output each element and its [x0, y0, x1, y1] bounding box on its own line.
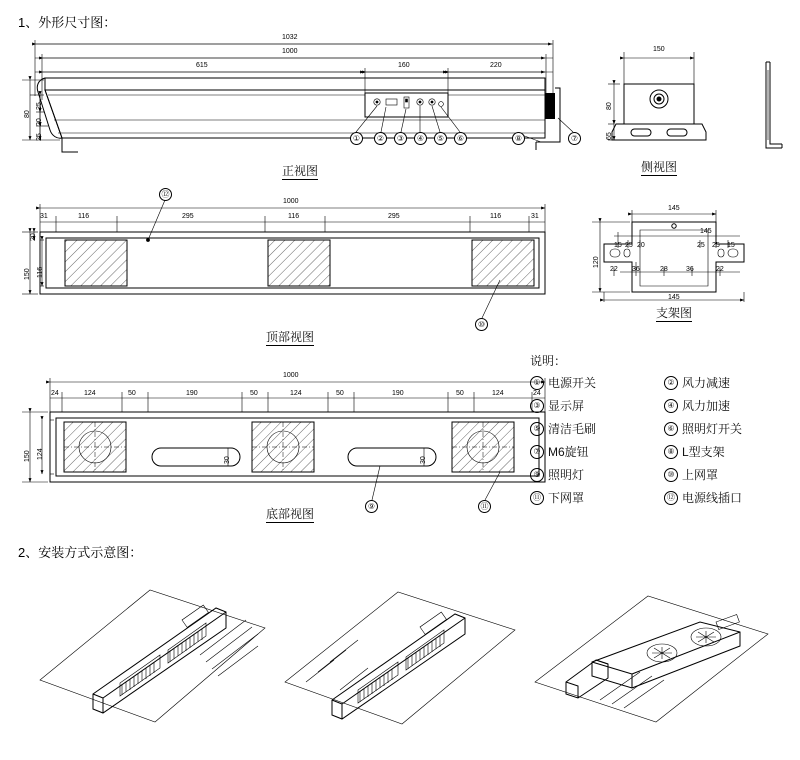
dim-top-seg-6: 31 [531, 213, 539, 220]
legend-label-11: 下网罩 [548, 491, 585, 505]
callout-front-8: ⑧ [512, 132, 525, 145]
legend-item-1 [530, 374, 664, 391]
dim-front-inner: 1000 [282, 48, 298, 55]
dim-bracket-top-4: 25 [712, 242, 720, 249]
legend-item-11 [530, 489, 664, 506]
legend-label-3: 显示屏 [548, 399, 585, 413]
legend-marker-2: ② [664, 376, 678, 390]
callout-top-12: ⑫ [159, 188, 172, 201]
caption-side-view: 侧视图 [640, 160, 677, 174]
dim-bottom-seg-1: 124 [84, 390, 96, 397]
legend-row [530, 420, 798, 437]
legend-row [530, 397, 798, 414]
legend-item-6 [664, 420, 798, 437]
dim-side-width: 150 [653, 46, 665, 53]
caption-bracket-view: 支架图 [655, 306, 692, 320]
callout-front-4: ④ [414, 132, 427, 145]
dim-front-outer: 1032 [282, 34, 298, 41]
dim-bracket-top-1: 25 [625, 242, 633, 249]
dim-bottom-seg-6: 50 [336, 390, 344, 397]
dim-bottom-seg-2: 50 [128, 390, 136, 397]
callout-front-6: ⑥ [454, 132, 467, 145]
dim-front-height: 80 [24, 110, 31, 118]
dim-top-small: 20 [30, 233, 37, 241]
legend-item-2 [664, 374, 798, 391]
legend-label-8: L型支架 [682, 445, 725, 459]
legend-item-9 [530, 466, 664, 483]
dim-bracket-top-2: 20 [637, 242, 645, 249]
dim-side-h-lower: 65 [606, 132, 613, 140]
legend-row [530, 374, 798, 391]
callout-front-2: ② [374, 132, 387, 145]
legend-marker-4: ④ [664, 399, 678, 413]
legend-marker-9: ⑨ [530, 468, 544, 482]
legend-marker-1: ① [530, 376, 544, 390]
dim-bracket-top-width: 145 [668, 205, 680, 212]
dim-top-seg-0: 31 [40, 213, 48, 220]
legend-label-12: 电源线插口 [682, 491, 743, 505]
dim-top-seg-3: 116 [288, 213, 300, 220]
dim-front-seg-left: 615 [196, 62, 208, 69]
legend-marker-7: ⑦ [530, 445, 544, 459]
section-title-dimensions: 1、外形尺寸图： [18, 15, 117, 30]
callout-bottom-11: ⑪ [478, 500, 491, 513]
legend-marker-12: ⑫ [664, 491, 678, 505]
dim-front-seg-right: 220 [490, 62, 502, 69]
callout-front-7: ⑦ [568, 132, 581, 145]
dim-bracket-bot-0: 22 [610, 266, 618, 273]
caption-top-view: 顶部视图 [265, 330, 314, 344]
dim-front-v3: 25 [36, 133, 43, 141]
legend-marker-10: ⑩ [664, 468, 678, 482]
dim-bottom-overall: 1000 [283, 372, 299, 379]
dim-bottom-seg-5: 124 [290, 390, 302, 397]
legend-item-8 [664, 443, 798, 460]
dim-bracket-height: 120 [593, 256, 600, 268]
dim-top-seg-5: 116 [490, 213, 502, 220]
legend [530, 352, 798, 512]
dim-bottom-seg-10: 24 [533, 390, 541, 397]
dim-bracket-top-3: 25 [697, 242, 705, 249]
caption-front-view: 正视图 [281, 164, 318, 178]
legend-marker-3: ③ [530, 399, 544, 413]
dim-top-height: 150 [24, 268, 31, 280]
caption-bottom-view: 底部视图 [265, 507, 314, 521]
section-title-installation: 2、安装方式示意图： [18, 545, 143, 560]
legend-item-7 [530, 443, 664, 460]
dim-bottom-seg-8: 50 [456, 390, 464, 397]
callout-top-10: ⑩ [475, 318, 488, 331]
legend-row [530, 443, 798, 460]
dim-top-seg-2: 295 [182, 213, 194, 220]
legend-marker-11: ⑪ [530, 491, 544, 505]
legend-marker-5: ⑤ [530, 422, 544, 436]
dim-front-seg-mid: 160 [398, 62, 410, 69]
dim-top-overall: 1000 [283, 198, 299, 205]
dim-top-seg-1: 116 [78, 213, 90, 220]
callout-front-3: ③ [394, 132, 407, 145]
dim-bottom-height: 150 [24, 450, 31, 462]
legend-label-5: 清洁毛刷 [548, 422, 597, 436]
dim-top-inner: 116 [37, 266, 44, 278]
dim-bracket-top-5: 15 [727, 242, 735, 249]
dim-bottom-seg-4: 50 [250, 390, 258, 397]
callout-bottom-9: ⑨ [365, 500, 378, 513]
dim-bracket-bot-1: 36 [632, 266, 640, 273]
legend-label-2: 风力减速 [682, 376, 731, 390]
dim-bracket-bot-3: 36 [686, 266, 694, 273]
callout-front-1: ① [350, 132, 363, 145]
legend-label-7: M6旋钮 [548, 445, 589, 459]
legend-label-1: 电源开关 [548, 376, 597, 390]
dim-bracket-hole-row: 145 [700, 228, 712, 235]
legend-label-6: 照明灯开关 [682, 422, 743, 436]
dim-bottom-seg-9: 124 [492, 390, 504, 397]
legend-row [530, 489, 798, 506]
dim-bracket-bot-4: 22 [716, 266, 724, 273]
dim-bracket-bot-2: 28 [660, 266, 668, 273]
legend-item-3 [530, 397, 664, 414]
legend-item-12 [664, 489, 798, 506]
dim-bottom-inner: 124 [37, 448, 44, 460]
legend-marker-6: ⑥ [664, 422, 678, 436]
dim-bottom-slot-2: 30 [420, 456, 427, 464]
dim-front-v2: 20 [36, 118, 43, 126]
legend-marker-8: ⑧ [664, 445, 678, 459]
dim-bottom-seg-3: 190 [186, 390, 198, 397]
dim-front-v1: 25 [36, 102, 43, 110]
dim-bottom-seg-7: 190 [392, 390, 404, 397]
legend-label-4: 风力加速 [682, 399, 731, 413]
callout-front-5: ⑤ [434, 132, 447, 145]
legend-item-5 [530, 420, 664, 437]
legend-label-9: 照明灯 [548, 468, 585, 482]
dim-bottom-seg-0: 24 [51, 390, 59, 397]
dim-bottom-slot-1: 30 [224, 456, 231, 464]
legend-label-10: 上网罩 [682, 468, 719, 482]
dim-bracket-top-0: 15 [614, 242, 622, 249]
dim-bracket-bottom-width: 145 [668, 294, 680, 301]
legend-item-10 [664, 466, 798, 483]
legend-title: 说明： [530, 354, 567, 368]
dim-side-h-upper: 80 [606, 102, 613, 110]
legend-row [530, 466, 798, 483]
dim-top-seg-4: 295 [388, 213, 400, 220]
legend-item-4 [664, 397, 798, 414]
